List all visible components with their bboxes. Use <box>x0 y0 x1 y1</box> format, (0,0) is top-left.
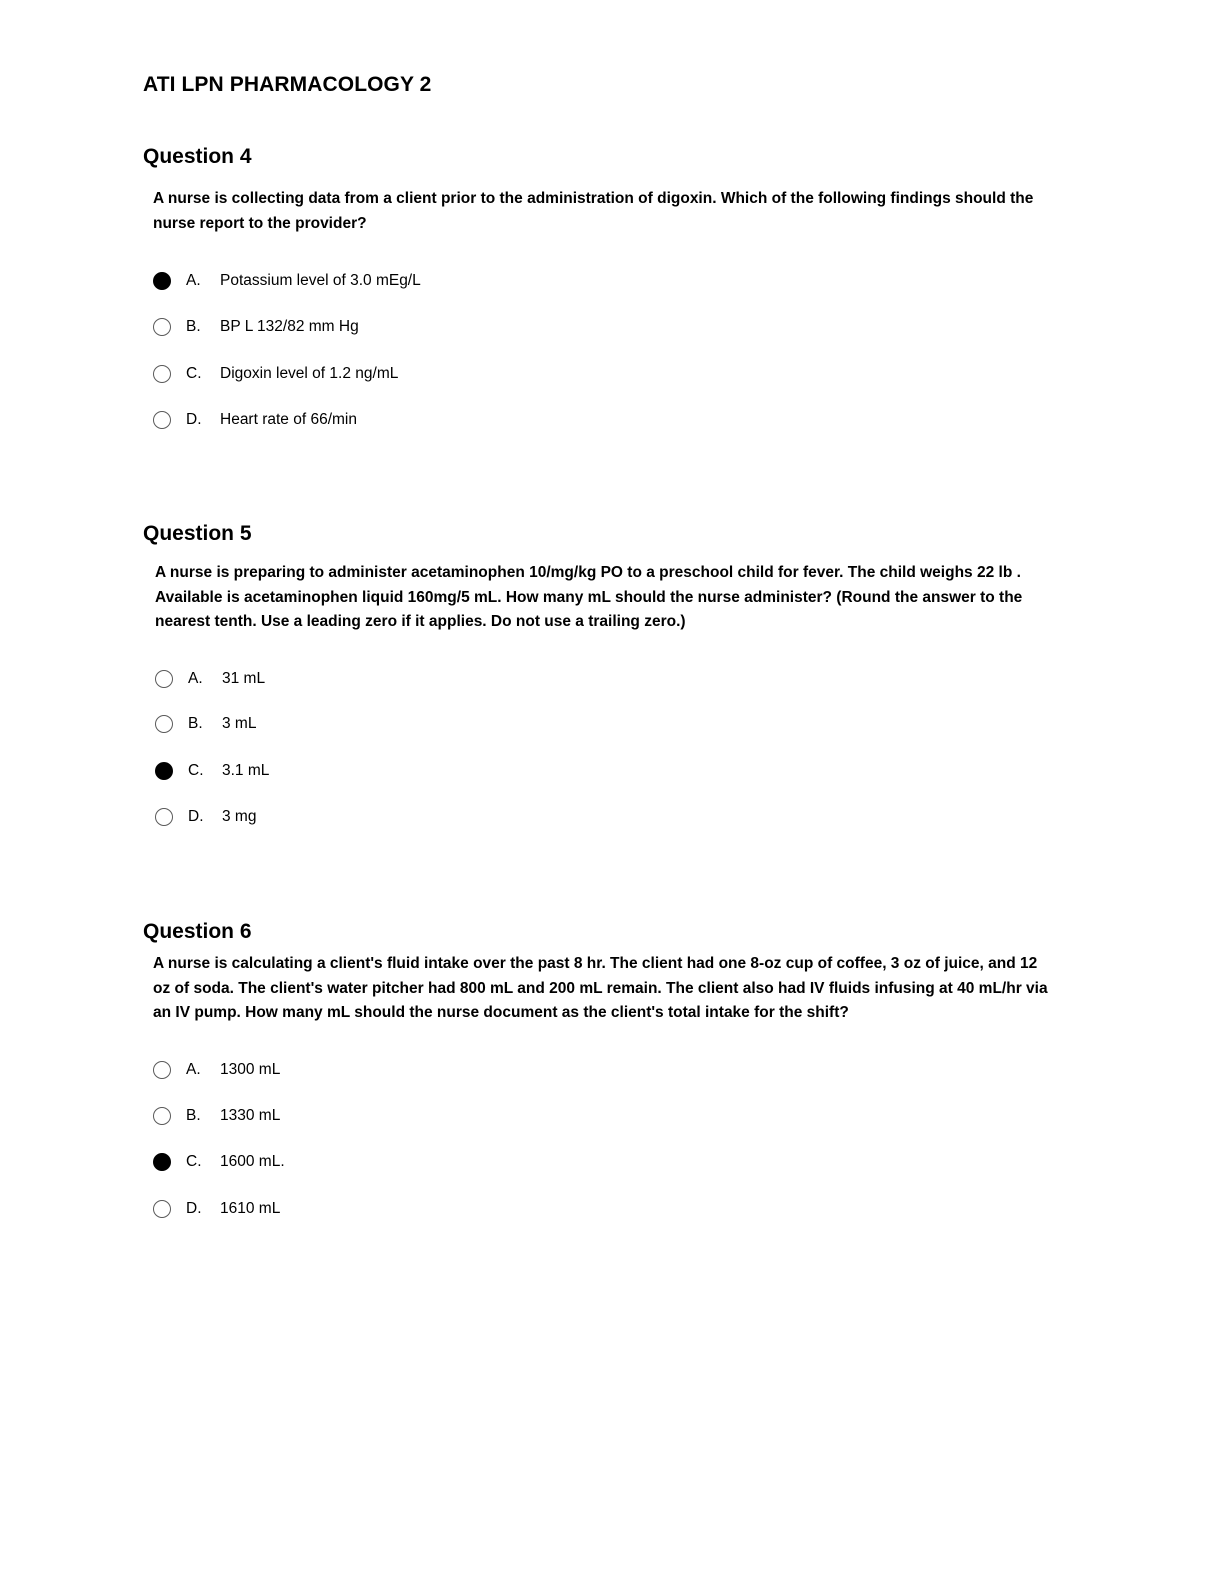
option-letter: B. <box>186 318 201 335</box>
option-text: 3.1 mL <box>222 762 270 779</box>
radio-button[interactable] <box>153 411 171 429</box>
option-b[interactable] <box>153 315 359 339</box>
radio-button[interactable] <box>153 1200 171 1218</box>
option-letter: D. <box>186 411 202 428</box>
option-a[interactable] <box>155 667 265 691</box>
question-text: A nurse is preparing to administer acetaminophen 10/mg/kg PO to a preschool child for fever. The child weighs 22 lb . Available is acetaminophen liquid 160mg/5 mL. How many mL should the nurse administer? (Round the answer to the nearest tenth. Use a leading zero if it applies. Do not use a trailing zero.) <box>155 564 1023 630</box>
radio-button[interactable] <box>153 1107 171 1125</box>
option-d[interactable] <box>155 805 256 829</box>
question-text: A nurse is calculating a client's fluid intake over the past 8 hr. The client had one 8-oz cup of coffee, 3 oz of juice, and 12 oz of soda. The client's water pitcher had 800 mL and 200 mL remain. The client also had IV fluids infusing at 40 mL/hr via an IV pump. How many mL should the nurse document as the client's total intake for the shift? <box>153 955 1048 1021</box>
option-a[interactable] <box>153 1058 280 1082</box>
question-heading: Question 5 <box>143 522 252 545</box>
option-d[interactable] <box>153 408 357 432</box>
radio-button-selected[interactable] <box>153 1153 171 1171</box>
option-letter: C. <box>186 365 202 382</box>
radio-button[interactable] <box>155 670 173 688</box>
radio-button[interactable] <box>153 365 171 383</box>
radio-button[interactable] <box>153 318 171 336</box>
option-d[interactable] <box>153 1197 280 1221</box>
option-text: 31 mL <box>222 670 266 687</box>
option-text: 1600 mL. <box>220 1153 285 1170</box>
radio-button-selected[interactable] <box>155 762 173 780</box>
option-letter: D. <box>188 808 204 825</box>
question-text: A nurse is collecting data from a client prior to the administration of digoxin. Which of the following findings should the nurse report to the provider? <box>153 190 1034 232</box>
option-letter: B. <box>188 715 203 732</box>
option-text: BP L 132/82 mm Hg <box>220 318 359 335</box>
option-letter: A. <box>186 272 201 289</box>
option-text: 3 mg <box>222 808 257 825</box>
option-b[interactable] <box>155 712 256 736</box>
option-letter: B. <box>186 1107 201 1124</box>
radio-button[interactable] <box>155 715 173 733</box>
question-heading: Question 6 <box>143 920 252 943</box>
radio-button[interactable] <box>155 808 173 826</box>
option-letter: C. <box>186 1153 202 1170</box>
option-text: 1300 mL <box>220 1061 281 1078</box>
option-letter: A. <box>186 1061 201 1078</box>
option-text: Potassium level of 3.0 mEg/L <box>220 272 421 289</box>
radio-button-selected[interactable] <box>153 272 171 290</box>
option-b[interactable] <box>153 1104 280 1128</box>
option-letter: D. <box>186 1200 202 1217</box>
option-text: 1610 mL <box>220 1200 281 1217</box>
document-title: ATI LPN PHARMACOLOGY 2 <box>143 73 432 96</box>
option-c[interactable] <box>153 362 398 386</box>
question-heading: Question 4 <box>143 145 252 168</box>
option-text: Heart rate of 66/min <box>220 411 357 428</box>
option-letter: A. <box>188 670 203 687</box>
option-c[interactable] <box>155 759 269 783</box>
option-a[interactable] <box>153 269 421 293</box>
radio-button[interactable] <box>153 1061 171 1079</box>
option-text: 1330 mL <box>220 1107 281 1124</box>
option-c[interactable] <box>153 1150 285 1174</box>
option-text: Digoxin level of 1.2 ng/mL <box>220 365 399 382</box>
option-letter: C. <box>188 762 204 779</box>
option-text: 3 mL <box>222 715 257 732</box>
